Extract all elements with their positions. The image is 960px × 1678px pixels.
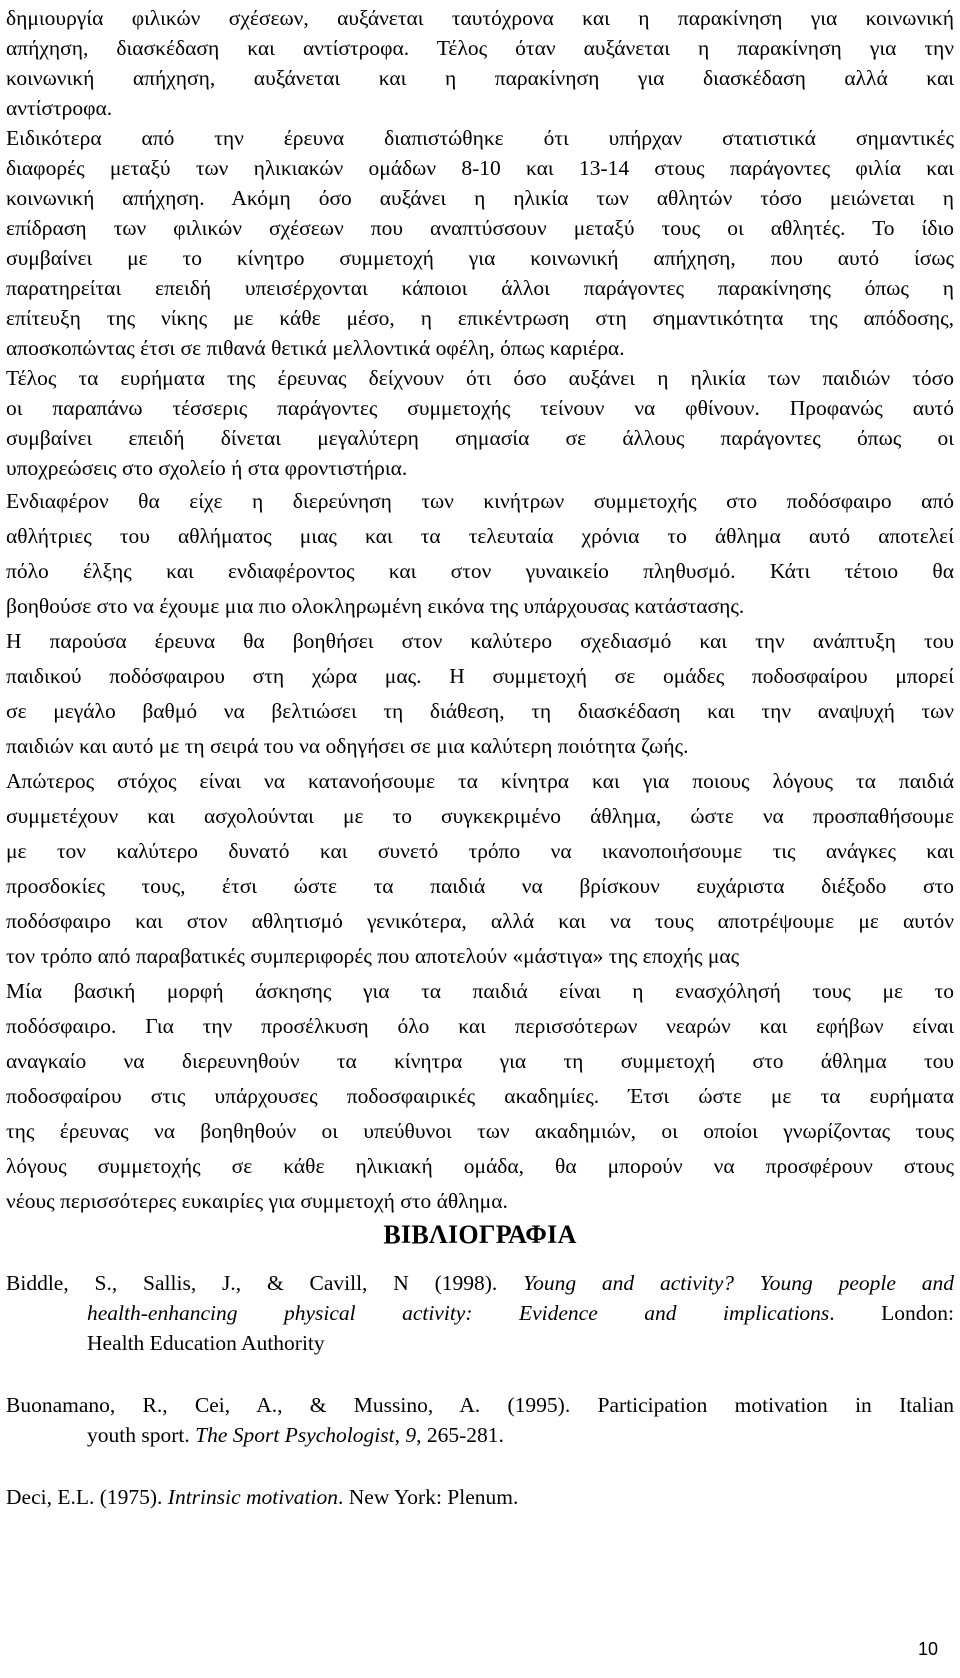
reference-line <box>6 1482 954 1512</box>
text-line: ποδόσφαιρο. Για την προσέλκυση όλο και περισσότερων νεαρών και εφήβων είναι <box>6 1014 954 1038</box>
ref-text: youth sport. <box>87 1423 196 1447</box>
text-line: νέους περισσότερες ευκαιρίες για συμμετοχή στο άθλημα. <box>6 1189 508 1213</box>
ref-text: . New York: Plenum. <box>338 1485 519 1509</box>
reference-line <box>6 1268 954 1298</box>
text-line: διαφορές μεταξύ των ηλικιακών ομάδων 8-10 και 13-14 στους παράγοντες φιλία και <box>6 156 954 180</box>
text-line: Η παρούσα έρευνα θα βοηθήσει στον καλύτερο σχεδιασμό και την ανάπτυξη του <box>6 629 954 653</box>
text-line: σε μεγάλο βαθμό να βελτιώσει τη διάθεση, τη διασκέδαση και την αναψυχή των <box>6 699 954 723</box>
text-line: συμβαίνει επειδή δίνεται μεγαλύτερη σημασία σε άλλους παράγοντες όπως οι <box>6 426 954 450</box>
text-line: πόλο έλξης και ενδιαφέροντος και στον γυναικείο πληθυσμό. Κάτι τέτοιο θα <box>6 559 954 583</box>
ref-text: Health Education Authority <box>87 1331 325 1355</box>
text-line: επίδραση των φιλικών σχέσεων που αναπτύσσουν μεταξύ τους οι αθλητές. Το ίδιο <box>6 216 954 240</box>
text-line: προσδοκίες τους, έτσι ώστε τα παιδιά να βρίσκουν ευχάριστα διέξοδο στο <box>6 874 954 898</box>
text-line: επίτευξη της νίκης με κάθε μέσο, η επικέντρωση στη σημαντικότητα της απόδοσης, <box>6 306 954 330</box>
reference-line <box>87 1328 954 1358</box>
text-line: κοινωνική απήχηση. Ακόμη όσο αυξάνει η ηλικία των αθλητών τόσο μειώνεται η <box>6 186 954 210</box>
text-line: αντίστροφα. <box>6 96 113 120</box>
text-line: Απώτερος στόχος είναι να κατανοήσουμε τα κίνητρα και για ποιους λόγους τα παιδιά <box>6 769 954 793</box>
ref-title: Young and activity? Young people and <box>523 1271 954 1295</box>
ref-text: Buonamano, R., Cei, A., & Mussino, A. (1995). Participation motivation in Italian <box>6 1393 954 1417</box>
text-line: Τέλος τα ευρήματα της έρευνας δείχνουν ότι όσο αυξάνει η ηλικία των παιδιών τόσο <box>6 366 954 390</box>
text-line: δημιουργία φιλικών σχέσεων, αυξάνεται ταυτόχρονα και η παρακίνηση για κοινωνική <box>6 6 954 30</box>
reference-line <box>6 1390 954 1420</box>
ref-text: , 265-281. <box>416 1423 504 1447</box>
text-line: συμβαίνει με το κίνητρο συμμετοχή για κοινωνική απήχηση, που αυτό ίσως <box>6 246 954 270</box>
text-line: της έρευνας να βοηθηθούν οι υπεύθυνοι των ακαδημιών, οι οποίοι γνωρίζοντας τους <box>6 1119 954 1143</box>
text-line: αθλήτριες του αθλήματος μιας και τα τελευταία χρόνια το άθλημα αυτό αποτελεί <box>6 524 954 548</box>
text-line: υποχρεώσεις στο σχολείο ή στα φροντιστήρια. <box>6 456 408 480</box>
text-line: οι παραπάνω τέσσερις παράγοντες συμμετοχής τείνουν να φθίνουν. Προφανώς αυτό <box>6 396 954 420</box>
text-line: τον τρόπο από παραβατικές συμπεριφορές που αποτελούν «μάστιγα» της εποχής μας <box>6 944 740 968</box>
text-line: παιδιών και αυτό με τη σειρά του να οδηγήσει σε μια καλύτερη ποιότητα ζωής. <box>6 734 689 758</box>
text-line: παρατηρείται επειδή υπεισέρχονται κάποιοι άλλοι παράγοντες παρακίνησης όπως η <box>6 276 954 300</box>
text-line: Ενδιαφέρον θα είχε η διερεύνηση των κινήτρων συμμετοχής στο ποδόσφαιρο από <box>6 489 954 513</box>
text-line: συμμετέχουν και ασχολούνται με το συγκεκριμένο άθλημα, ώστε να προσπαθήσουμε <box>6 804 954 828</box>
reference-line <box>87 1298 954 1328</box>
ref-text: . London: <box>829 1301 954 1325</box>
text-line: απήχηση, διασκέδαση και αντίστροφα. Τέλος όταν αυξάνεται η παρακίνηση για την <box>6 36 954 60</box>
ref-title: Intrinsic motivation <box>167 1485 338 1509</box>
text-line: ποδόσφαιρο και στον αθλητισμό γενικότερα, αλλά και να τους αποτρέψουμε με αυτόν <box>6 909 954 933</box>
ref-text: Deci, E.L. (1975). <box>6 1485 168 1509</box>
text-line: βοηθούσε στο να έχουμε μια πιο ολοκληρωμένη εικόνα της υπάρχουσας κατάστασης. <box>6 594 745 618</box>
text-line: Ειδικότερα από την έρευνα διαπιστώθηκε ότι υπήρχαν στατιστικά σημαντικές <box>6 126 954 150</box>
reference-line <box>87 1420 954 1450</box>
text-line: παιδικού ποδόσφαιρου στη χώρα μας. Η συμμετοχή σε ομάδες ποδοσφαίρου μπορεί <box>6 664 954 688</box>
ref-text: Biddle, S., Sallis, J., & Cavill, N (1998). <box>6 1271 524 1295</box>
text-line: κοινωνική απήχηση, αυξάνεται και η παρακίνηση για διασκέδαση αλλά και <box>6 66 954 90</box>
text-line: αναγκαίο να διερευνηθούν τα κίνητρα για τη συμμετοχή στο άθλημα του <box>6 1049 954 1073</box>
bibliography-heading: ΒΙΒΛΙΟΓΡΑΦΙΑ <box>383 1220 577 1249</box>
page-number: 10 <box>917 1639 938 1659</box>
text-line: ποδοσφαίρου στις υπάρχουσες ποδοσφαιρικές ακαδημίες. Έτσι ώστε με τα ευρήματα <box>6 1084 954 1108</box>
ref-title: health-enhancing physical activity: Evidence and implications <box>87 1301 830 1325</box>
text-line: αποσκοπώντας έτσι σε πιθανά θετικά μελλοντικά οφέλη, όπως καριέρα. <box>6 336 625 360</box>
text-line: λόγους συμμετοχής σε κάθε ηλικιακή ομάδα, θα μπορούν να προσφέρουν στους <box>6 1154 954 1178</box>
text-line: με τον καλύτερο δυνατό και συνετό τρόπο να ικανοποιήσουμε τις ανάγκες και <box>6 839 954 863</box>
text-line: Μία βασική μορφή άσκησης για τα παιδιά είναι η ενασχόλησή τους με το <box>6 979 954 1003</box>
ref-journal: The Sport Psychologist, 9 <box>195 1423 417 1447</box>
